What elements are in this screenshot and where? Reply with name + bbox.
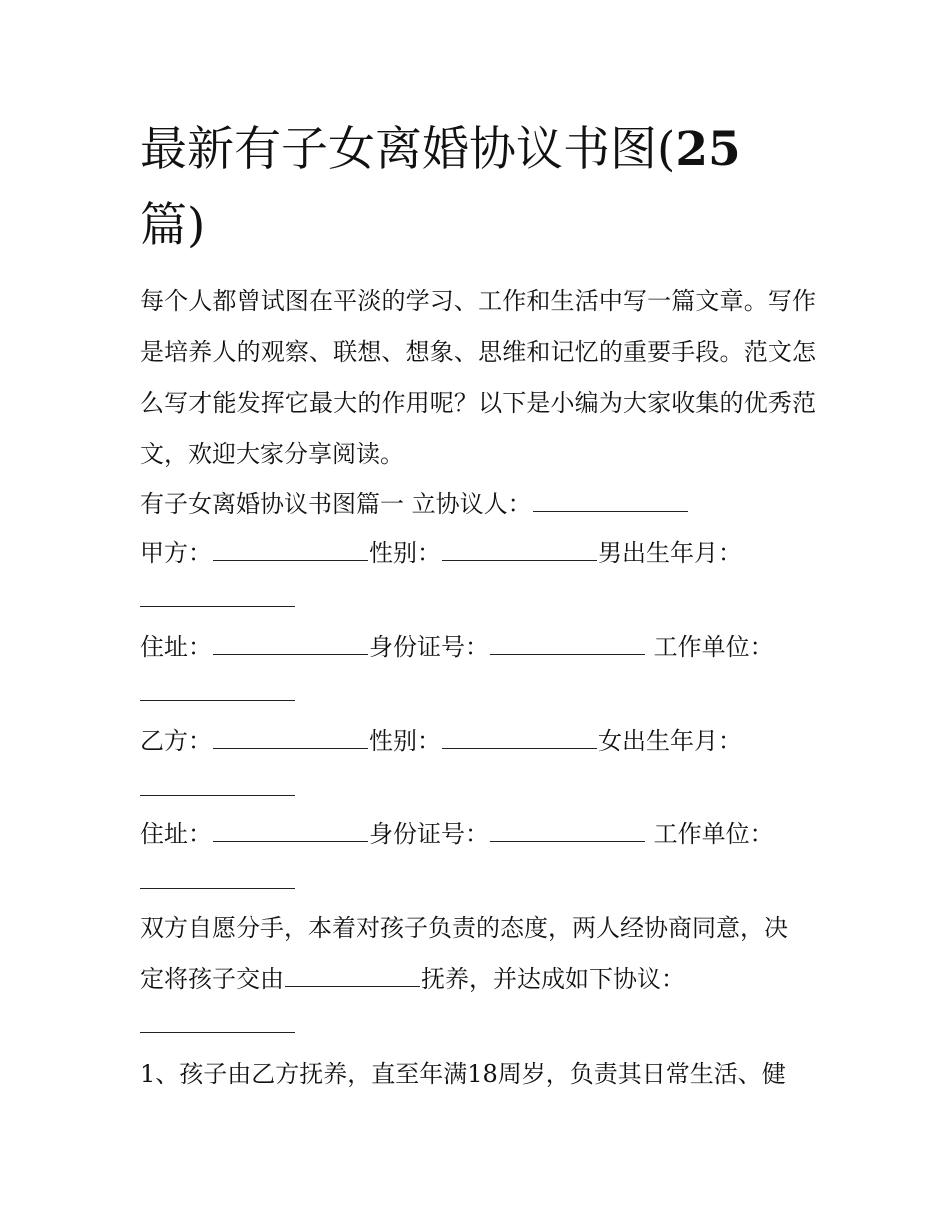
party-a-row (140, 536, 742, 570)
agreement-line-2a: 定将孩子交由 (140, 965, 284, 993)
party-a-name-blank (213, 558, 368, 561)
party-a-work-blank (140, 700, 295, 701)
custodian-blank (285, 984, 420, 987)
title-count: 25 (675, 122, 741, 177)
party-a-birth-label: 出生年月： (622, 539, 742, 567)
party-a-gender-value: 男 (598, 539, 622, 567)
party-b-id-blank (490, 839, 645, 842)
signatory-blank (533, 509, 688, 512)
party-a-gender-label: 性别： (369, 539, 441, 567)
party-a-gender-blank (442, 558, 597, 561)
agreement-line-1: 双方自愿分手，本着对孩子负责的态度，两人经协商同意，决 (140, 914, 788, 942)
section-heading (140, 487, 689, 521)
party-a-work-label: 工作单位： (646, 633, 774, 661)
party-b-id-label: 身份证号： (369, 820, 489, 848)
clause-1: 1、孩子由乙方抚养，直至年满18周岁，负责其日常生活、健 (140, 1060, 786, 1088)
title-suffix: 篇) (140, 198, 206, 253)
party-a-address-label: 住址： (140, 633, 212, 661)
party-b-gender-blank (442, 746, 597, 749)
party-b-name-blank (213, 746, 368, 749)
party-b-gender-label: 性别： (369, 727, 441, 755)
agreement-line-2 (140, 962, 685, 996)
agreement-trailing-blank (140, 1032, 295, 1033)
party-a-id-label: 身份证号： (369, 633, 489, 661)
party-a-birth-blank (140, 606, 295, 607)
party-a-address-blank (213, 652, 368, 655)
party-b-birth-label: 出生年月： (622, 727, 742, 755)
agreement-line-2b: 抚养，并达成如下协议： (421, 965, 685, 993)
party-b-address-blank (213, 839, 368, 842)
party-b-work-label: 工作单位： (646, 820, 774, 848)
party-b-address-row (140, 817, 774, 851)
party-b-row (140, 724, 742, 758)
party-b-work-blank (140, 888, 295, 889)
party-b-birth-blank (140, 795, 295, 796)
party-a-address-row (140, 630, 774, 664)
party-a-label: 甲方： (140, 539, 212, 567)
section-heading-text: 有子女离婚协议书图篇一 立协议人： (140, 490, 532, 518)
party-a-id-blank (490, 652, 645, 655)
document-title (140, 112, 820, 264)
intro-paragraph: 每个人都曾试图在平淡的学习、工作和生活中写一篇文章。写作是培养人的观察、联想、想象、思维和记忆的重要手段。范文怎么写才能发挥它最大的作用呢？以下是小编为大家收集的优秀范文，欢迎大家分享阅读。 (140, 287, 816, 468)
title-text: 最新有子女离婚协议书图( (140, 122, 676, 177)
party-b-label: 乙方： (140, 727, 212, 755)
party-b-gender-value: 女 (598, 727, 622, 755)
party-b-address-label: 住址： (140, 820, 212, 848)
